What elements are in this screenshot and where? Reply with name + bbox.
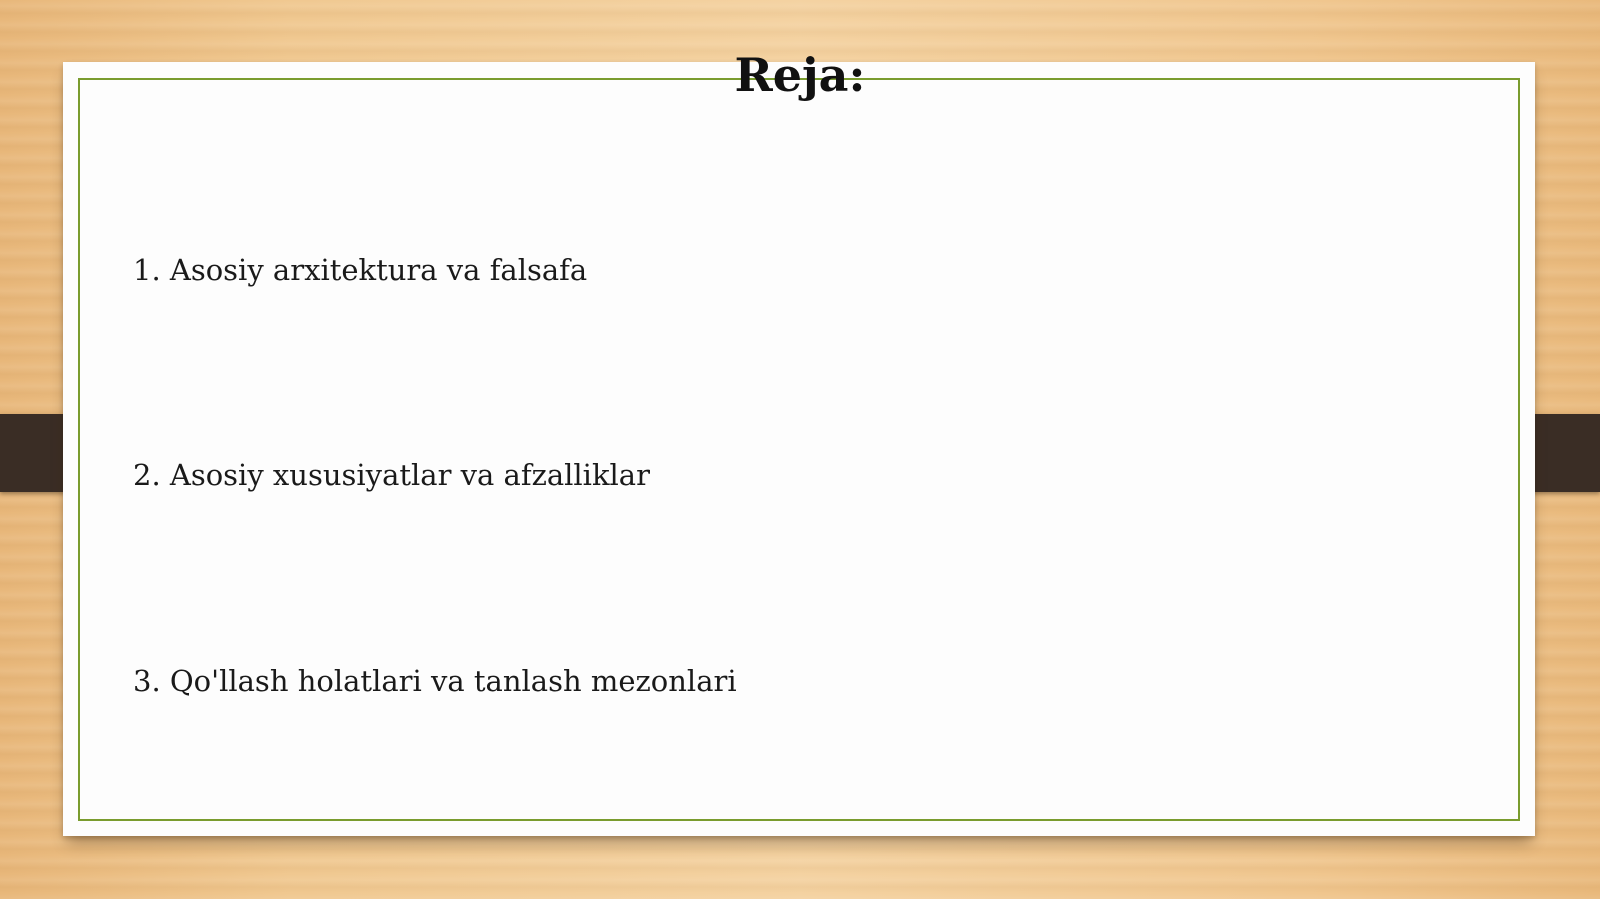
- green-frame: [78, 78, 1520, 821]
- plan-item-2: 2. Asosiy xususiyatlar va afzalliklar: [133, 458, 650, 492]
- plan-item-1: 1. Asosiy arxitektura va falsafa: [133, 253, 588, 287]
- plan-item-3: 3. Qo'llash holatlari va tanlash mezonlari: [133, 664, 737, 698]
- slide-title: Reja:: [734, 48, 866, 102]
- paper-card: [63, 62, 1535, 836]
